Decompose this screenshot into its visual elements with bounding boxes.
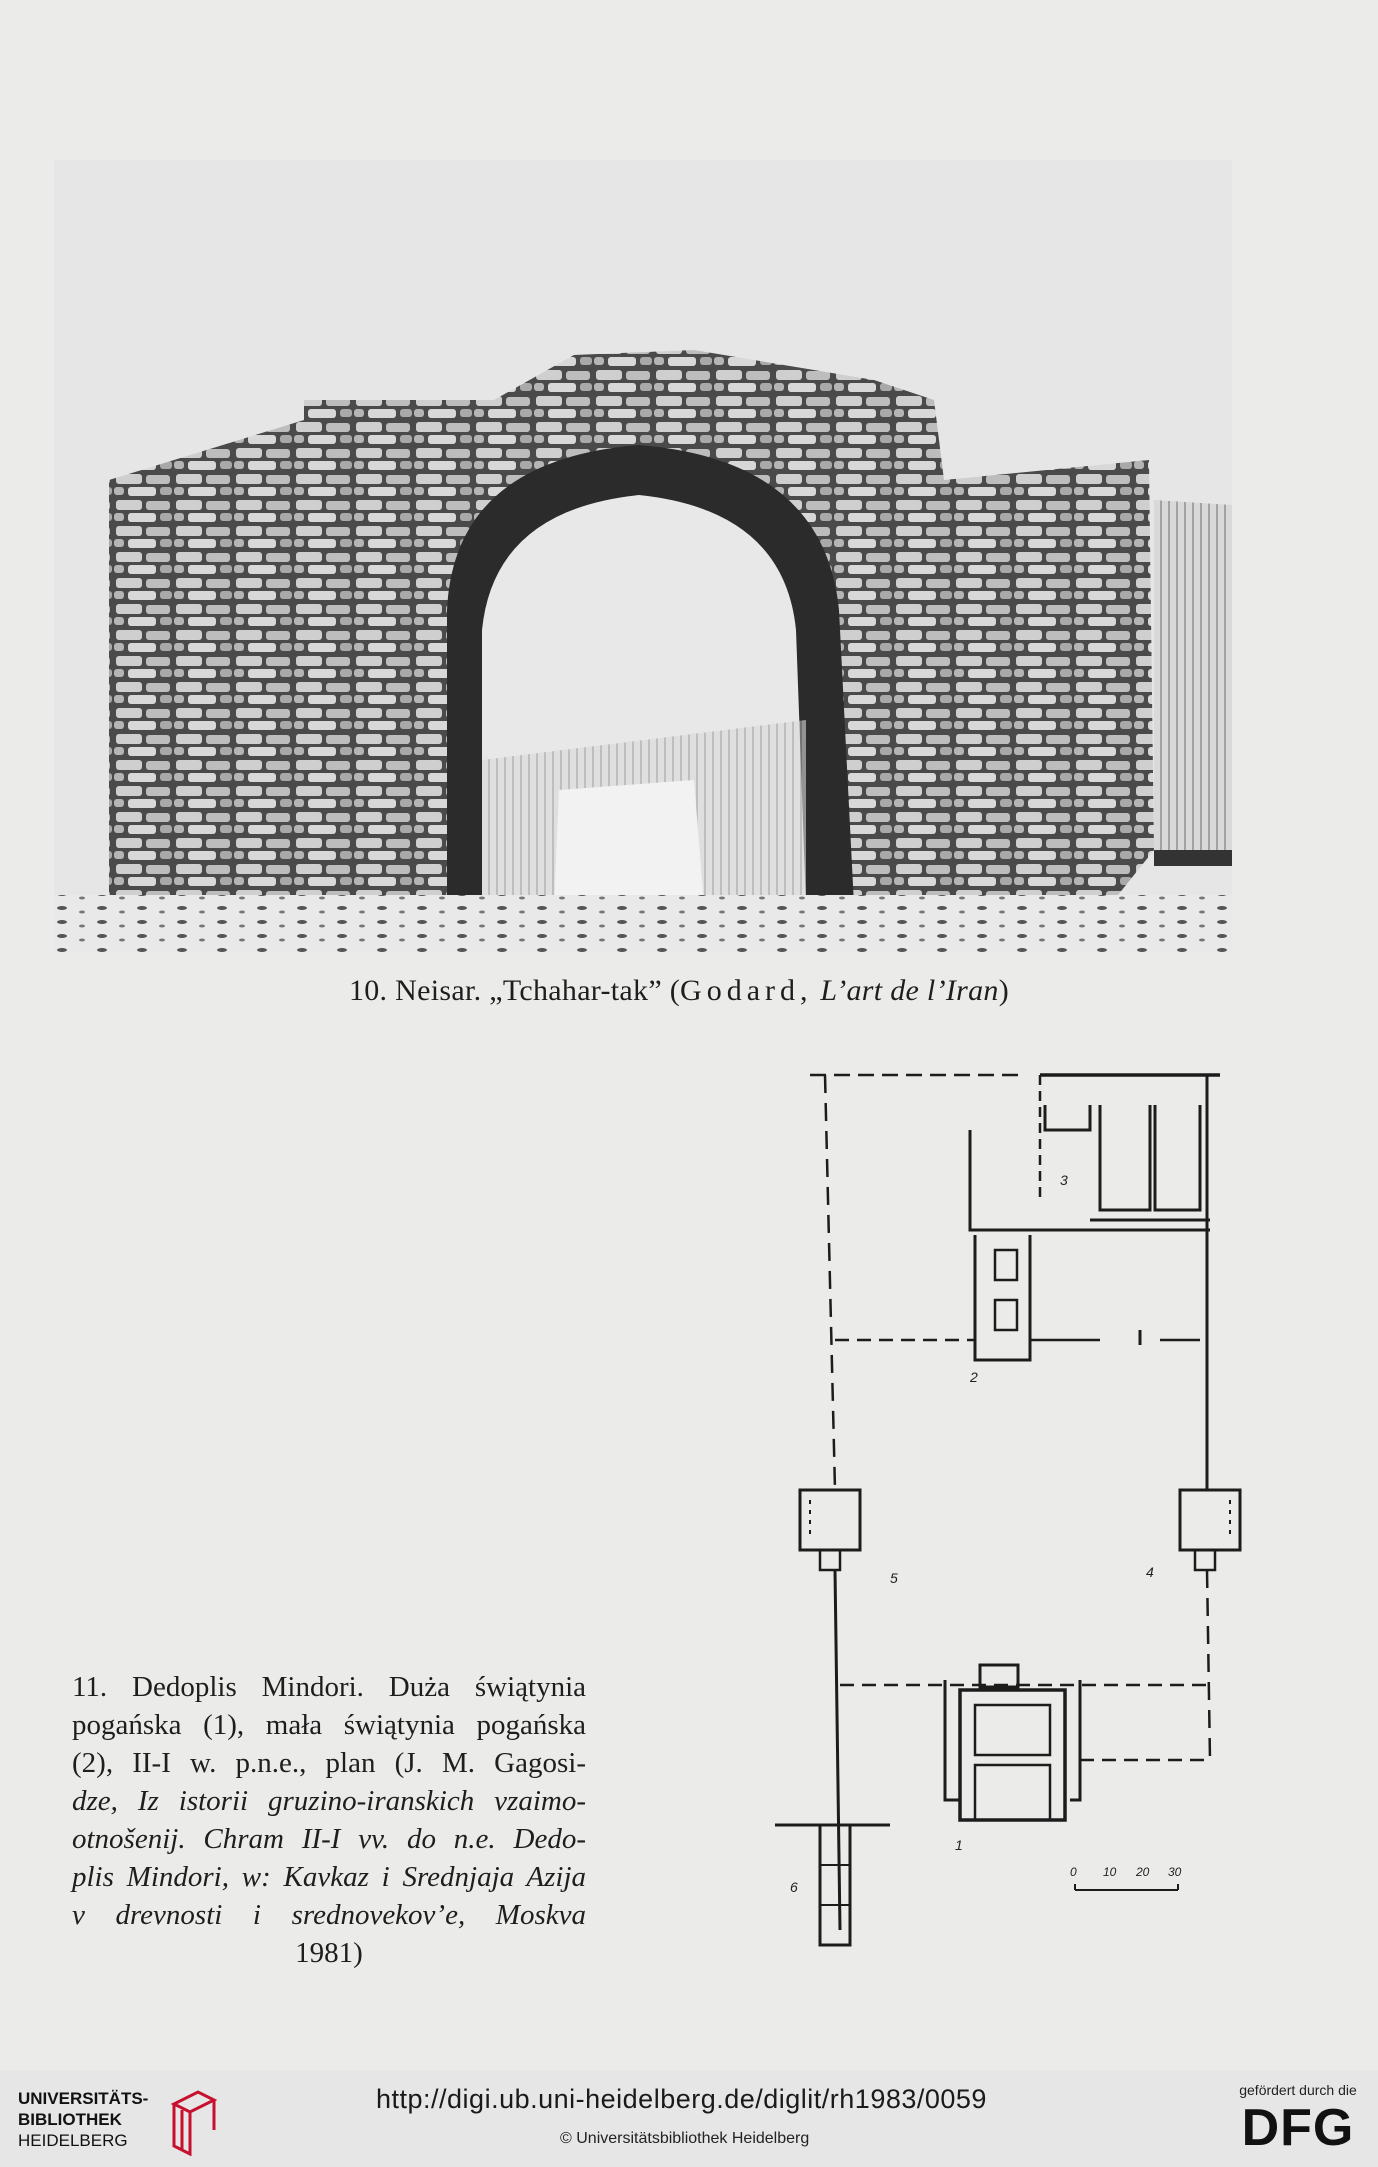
figure-11-caption-line: 11. Dedoplis Mindori. Duża świątynia [72, 1671, 586, 1703]
library-name-line: HEIDELBERG [18, 2131, 128, 2150]
figure-11-caption-line: plis Mindori, w: Kavkaz i Srednjaja Azija [72, 1861, 586, 1893]
figure-10-place: Neisar. „Tchahar-tak” [395, 974, 662, 1007]
funder-logo[interactable] [1228, 2082, 1368, 2162]
funding-note: gefördert durch die [1239, 2082, 1357, 2098]
plan-label-6: 6 [790, 1879, 798, 1895]
plan-label-5: 5 [890, 1570, 898, 1586]
scale-label-0: 0 [1070, 1865, 1077, 1879]
figure-11-caption [72, 1668, 586, 1972]
figure-11-caption-line: v drevnosti i srednovekov’e, Moskva [72, 1899, 586, 1931]
library-name-line: BIBLIOTHEK [18, 2110, 122, 2129]
plan-label-2: 2 [970, 1369, 978, 1385]
footer-bar [0, 2070, 1378, 2167]
figure-10-number: 10. [348, 974, 388, 1007]
plan-label-1: 1 [955, 1837, 963, 1853]
photo-neisar-chahar-taq [54, 160, 1232, 952]
library-logo[interactable] [18, 2088, 228, 2158]
figure-10-author: Godard, [680, 974, 813, 1007]
scale-label-20: 20 [1136, 1865, 1150, 1879]
plan-label-3: 3 [1060, 1172, 1068, 1188]
dfg-logo-text: DFG [1241, 2099, 1355, 2157]
figure-11-caption-line: (2), II-I w. p.n.e., plan (J. M. Gagosi- [72, 1747, 586, 1779]
library-name [18, 2088, 148, 2151]
figure-11-caption-line: dze, Iz istorii gruzino-iranskich vzaimo- [72, 1785, 586, 1817]
figure-11-caption-line: otnošenij. Chram II-I vv. do n.e. Dedo- [72, 1823, 586, 1855]
library-name-line: UNIVERSITÄTS- [18, 2089, 149, 2108]
permalink-url[interactable]: http://digi.ub.uni-heidelberg.de/diglit/rh1983/0059 [376, 2084, 987, 2114]
plan-dedoplis-mindori [770, 1060, 1270, 1950]
scale-label-30: 30 [1168, 1865, 1182, 1879]
scale-label-10: 10 [1103, 1865, 1117, 1879]
figure-10-caption: 10. Neisar. „Tchahar-tak” (Godard, L’art de l’Iran) [348, 974, 1010, 1007]
plan-label-4: 4 [1146, 1564, 1154, 1580]
copyright-notice: © Universitätsbibliothek Heidelberg [560, 2130, 810, 2147]
figure-11-caption-line: 1981) [295, 1937, 363, 1969]
figure-10-source-title: L’art de l’Iran [820, 974, 999, 1007]
library-emblem-icon [168, 2090, 220, 2156]
figure-11-caption-line: pogańska (1), mała świątynia pogańska [72, 1709, 586, 1741]
